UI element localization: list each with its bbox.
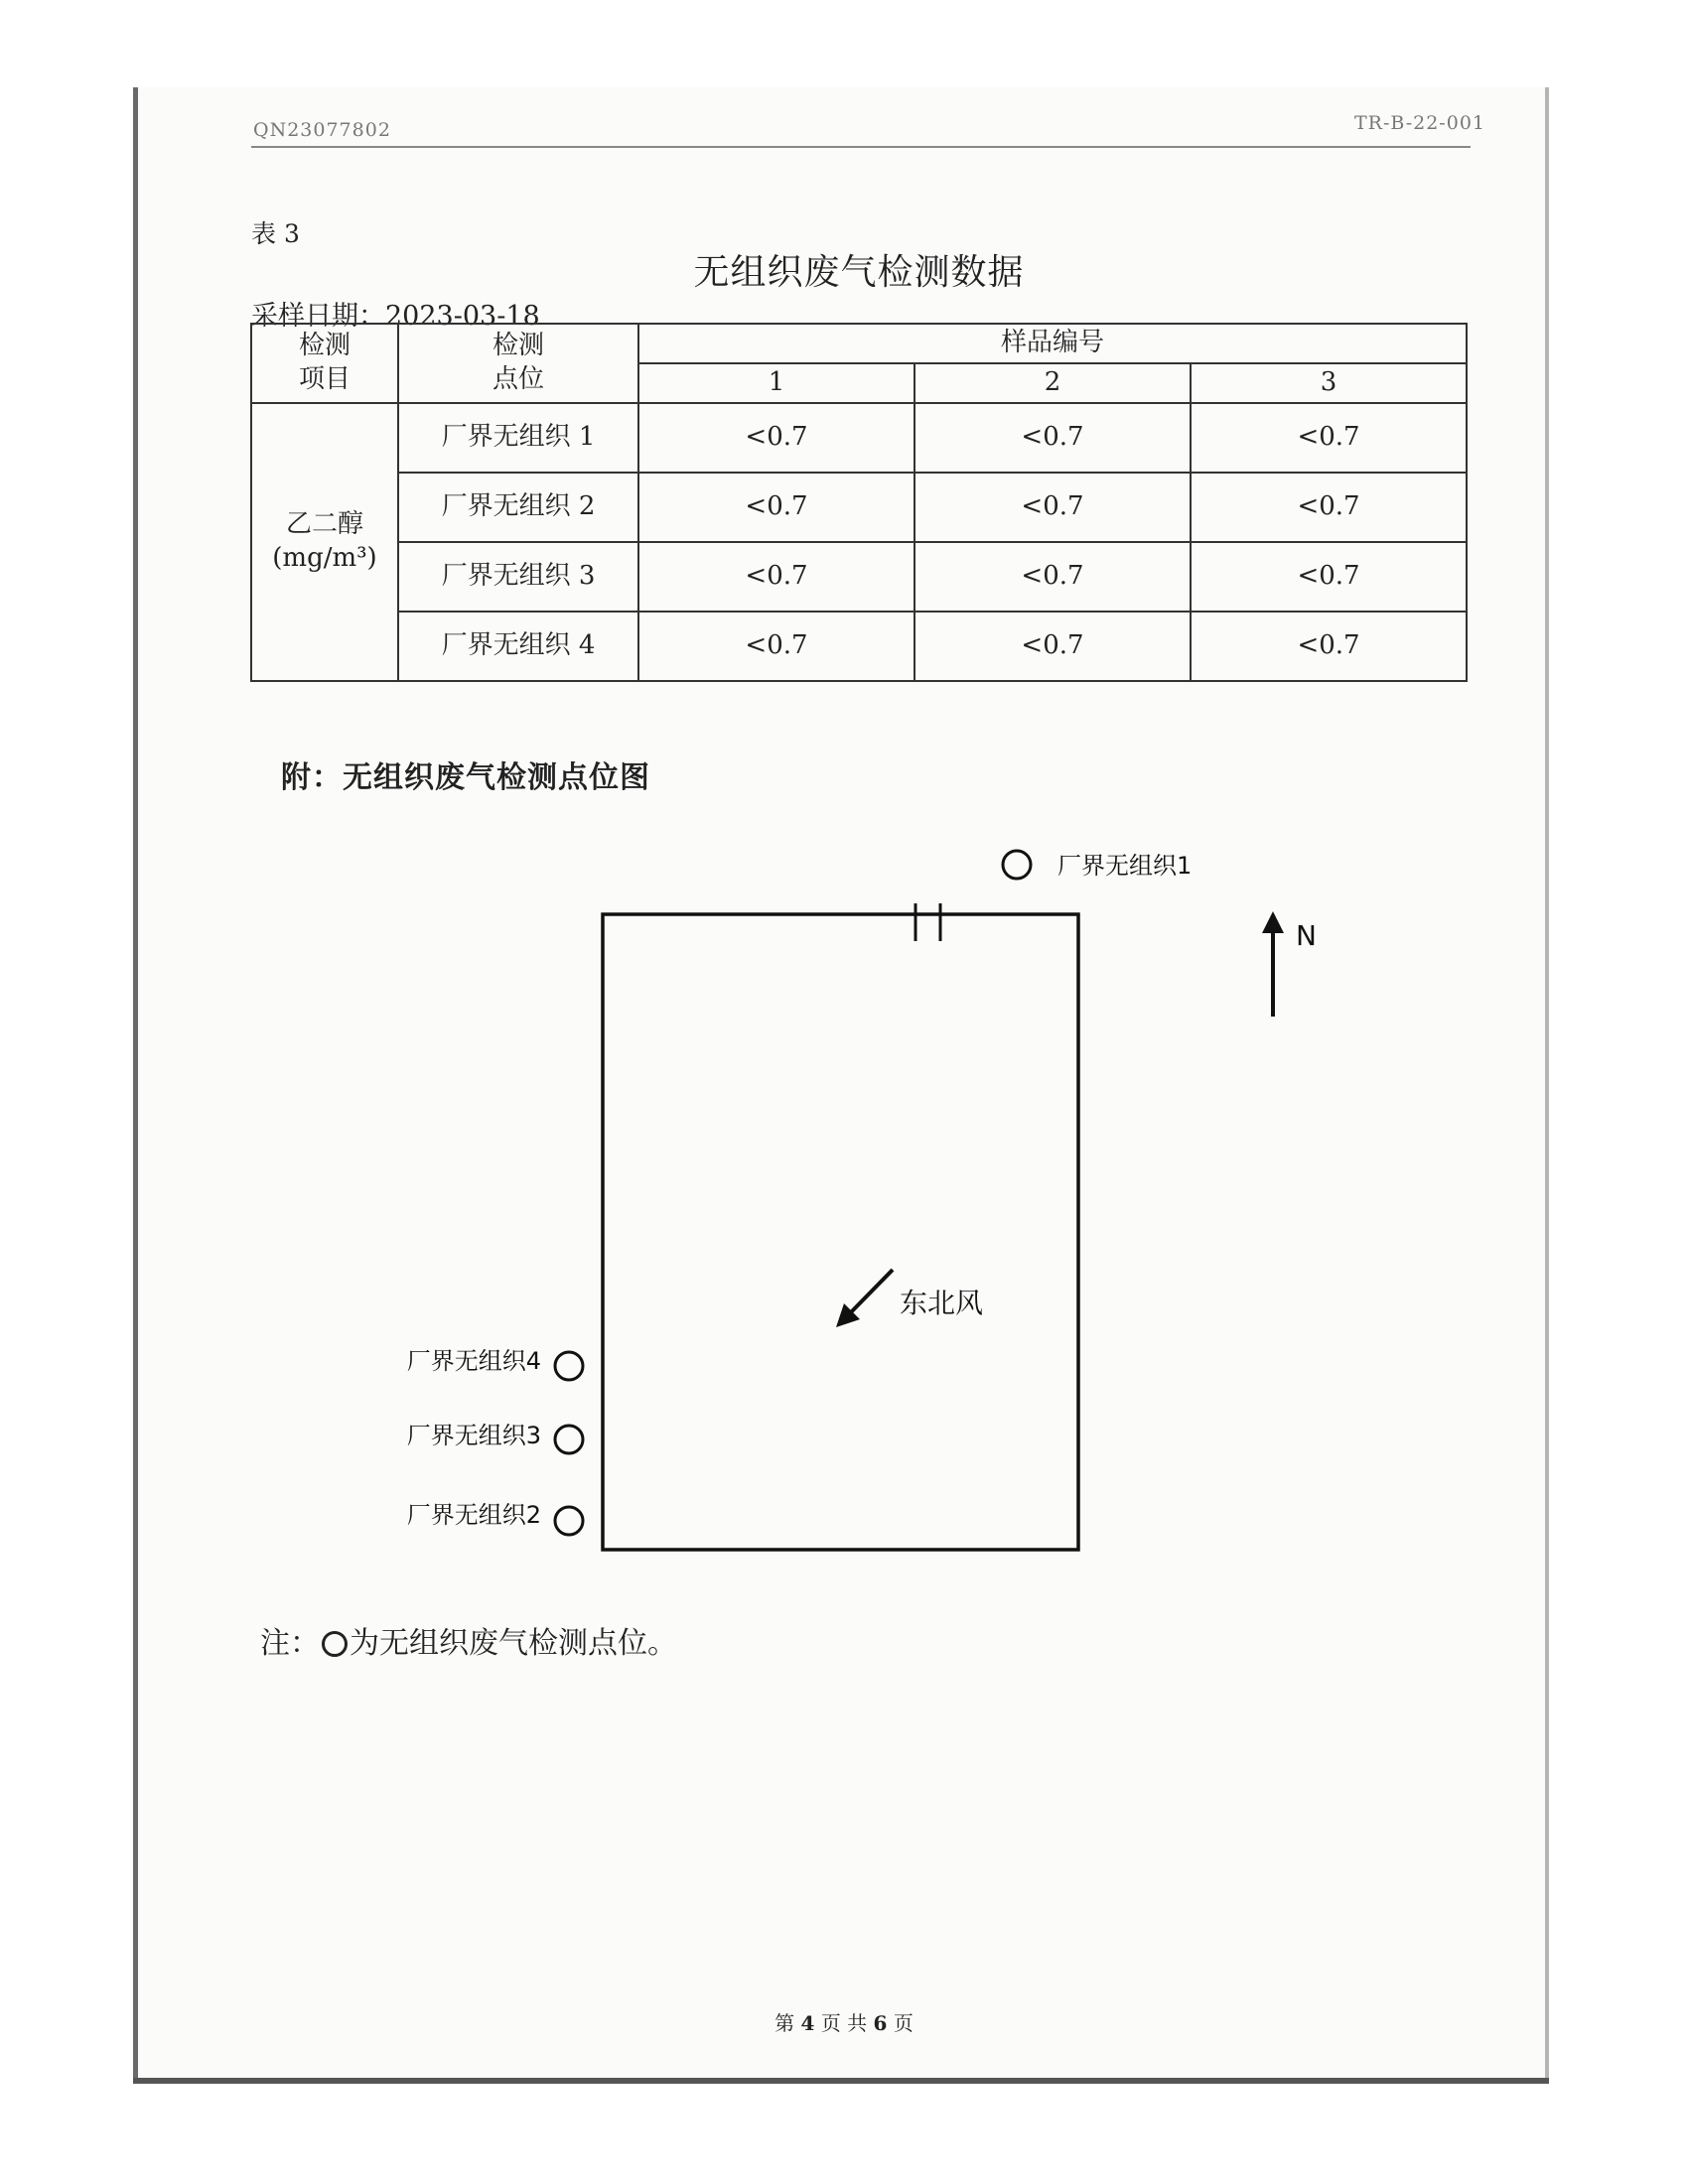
wind-direction-label: 东北风	[900, 1287, 984, 1319]
page-title: 无组织废气检测数据	[693, 252, 1025, 293]
footer-mid: 页 共	[820, 2011, 868, 2035]
form-code: TR-B-22-001	[1354, 112, 1485, 134]
north-arrow-icon	[1262, 911, 1284, 1017]
value-cell: <0.7	[1191, 473, 1467, 542]
monitoring-point-3-label: 厂界无组织3	[406, 1422, 541, 1449]
value-cell: <0.7	[1191, 403, 1467, 473]
sampling-date-label: 采样日期：	[251, 301, 385, 332]
monitoring-point-1-marker	[1003, 851, 1031, 879]
legend-note	[260, 1618, 677, 1662]
annex-title: 附：无组织废气检测点位图	[281, 760, 650, 795]
value-cell: <0.7	[1191, 612, 1467, 681]
point-cell: 厂界无组织 2	[398, 473, 638, 542]
value-cell: <0.7	[914, 612, 1191, 681]
monitoring-point-4-marker	[555, 1352, 583, 1380]
col-header-item-line2: 项目	[298, 364, 351, 394]
page-total: 6	[873, 2011, 888, 2035]
sampling-date-value: 2023-03-18	[385, 301, 540, 332]
value-cell: <0.7	[638, 542, 914, 612]
footer-post: 页	[893, 2011, 914, 2035]
col-header-item-line1: 检测	[298, 331, 351, 361]
table-label: 表 3	[251, 219, 300, 248]
col-header-sample-group: 样品编号	[638, 324, 1467, 363]
footer-pre: 第	[774, 2011, 795, 2035]
point-cell: 厂界无组织 4	[398, 612, 638, 681]
north-label: N	[1296, 919, 1317, 952]
monitoring-point-3-marker	[555, 1426, 583, 1453]
col-header-sample-2: 2	[914, 363, 1191, 403]
value-cell: <0.7	[1191, 542, 1467, 612]
doc-number: QN23077802	[253, 119, 391, 141]
page-footer	[0, 2007, 1688, 2036]
page-number: 4	[800, 2011, 815, 2035]
col-header-sample-3: 3	[1191, 363, 1467, 403]
item-unit: (mg/m³)	[272, 543, 377, 573]
col-header-sample-1: 1	[638, 363, 914, 403]
note-prefix: 注：	[260, 1626, 320, 1661]
col-header-point-line1: 检测	[492, 331, 544, 361]
value-cell: <0.7	[914, 473, 1191, 542]
value-cell: <0.7	[638, 403, 914, 473]
plant-boundary	[603, 914, 1078, 1550]
value-cell: <0.7	[638, 612, 914, 681]
monitoring-point-4-label: 厂界无组织4	[406, 1347, 541, 1375]
circle-marker-icon	[322, 1631, 348, 1657]
col-header-point-line2: 点位	[492, 364, 544, 394]
point-cell: 厂界无组织 1	[398, 403, 638, 473]
wind-arrow-icon	[836, 1270, 893, 1327]
note-text: 为无组织废气检测点位。	[350, 1626, 677, 1661]
point-cell: 厂界无组织 3	[398, 542, 638, 612]
value-cell: <0.7	[914, 403, 1191, 473]
monitoring-point-2-label: 厂界无组织2	[406, 1501, 541, 1529]
monitoring-point-2-marker	[555, 1507, 583, 1535]
value-cell: <0.7	[638, 473, 914, 542]
item-name: 乙二醇	[285, 509, 363, 540]
monitoring-point-1-label: 厂界无组织1	[1057, 852, 1193, 880]
value-cell: <0.7	[914, 542, 1191, 612]
